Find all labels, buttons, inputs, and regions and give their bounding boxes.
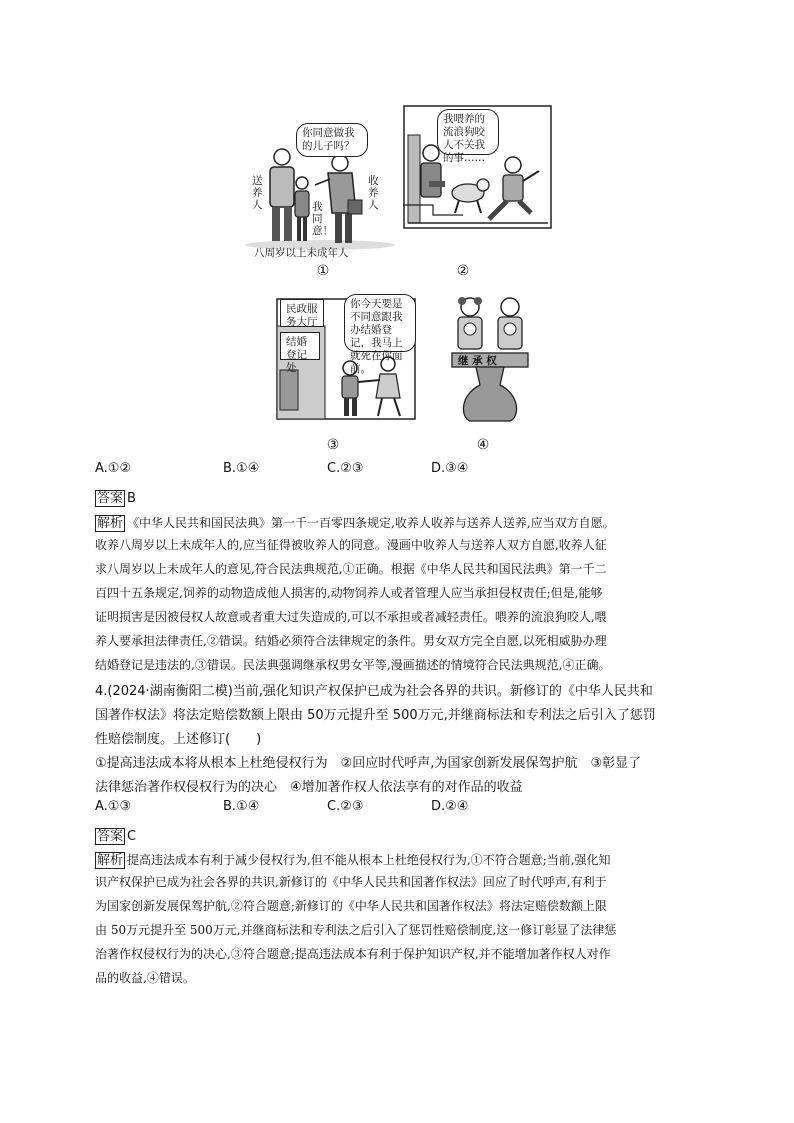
q3-analysis-line: 百四十五条规定,饲养的动物造成他人损害的,动物饲养人或者管理人应当承担侵权责任;但是,能够 [95, 586, 603, 600]
q3-analysis-line: 收养八周岁以上未成年人的,应当征得被收养人的同意。漫画中收养人与送养人双方自愿,收养人征 [95, 538, 607, 552]
analysis-text: 提高违法成本有利于减少侵权行为,但不能从根本上杜绝侵权行为,①不符合题意;当前,强化知 [127, 853, 611, 867]
q3-option-a: A.①② [95, 461, 132, 476]
q4-statement-line: 法律惩治著作权侵权行为的决心 ④增加著作权人依法享有的对作品的收益 [95, 780, 523, 795]
sender-label: 送养人 [252, 175, 263, 211]
figure-number-2: ② [456, 263, 470, 279]
q3-answer [95, 487, 136, 506]
q4-stem-line: 4.(2024·湖南衡阳二模)当前,强化知识产权保护已成为社会各界的共识。新修订的《中华人民共和 [95, 684, 653, 699]
analysis-tag: 解析 [97, 516, 124, 531]
q4-analysis-line [95, 849, 611, 868]
answer-value: B [127, 491, 136, 506]
analysis-text: 《中华人民共和国民法典》第一千一百零四条规定,收养人收养与送养人送养,应当双方自愿。 [127, 516, 615, 530]
q4-analysis-line: 由 50万元提升至 500万元,并继商标法和专利法之后引入了惩罚性赔偿制度,这一修订彰显了法律惩 [95, 923, 617, 937]
q3-option-d: D.③④ [431, 461, 469, 476]
adopter-label: 收养人 [368, 175, 379, 211]
building-sign: 民政服务大厅 [280, 299, 324, 327]
answer-value: C [127, 829, 137, 844]
answer-tag: 答案 [97, 491, 124, 506]
cartoon-panel-2 [403, 105, 553, 230]
figure-number-3: ③ [326, 437, 340, 453]
speech-bubble: 你同意做我的儿子吗？ [296, 123, 368, 157]
cartoon-panel-3 [276, 298, 416, 420]
child-speech: 我同意！ [312, 201, 333, 237]
q4-stem-line: 性赔偿制度。上述修订( ) [95, 732, 262, 747]
q4-option-a: A.①③ [95, 799, 132, 814]
q4-analysis-line: 治著作权侵权行为的决心,③符合题意;提高违法成本有利于保护知识产权,并不能增加著作权人对作 [95, 947, 611, 961]
q4-options [95, 799, 468, 814]
q3-option-c: C.②③ [327, 461, 364, 476]
q3-options [95, 461, 468, 476]
figure-number-1: ① [316, 263, 330, 279]
registry-sign: 结婚登记处 [280, 332, 320, 360]
q3-analysis-line: 养人要承担法律责任,②错误。结婚必须符合法律规定的条件。男女双方完全自愿,以死相威胁办理 [95, 634, 607, 648]
q4-statement-line: ①提高违法成本将从根本上杜绝侵权行为 ②回应时代呼声,为国家创新发展保驾护航 ③彰显了 [95, 756, 642, 771]
cartoon-panel-1 [240, 105, 400, 265]
q4-analysis-line: 为国家创新发展保驾护航,②符合题意;新修订的《中华人民共和国著作权法》将法定赔偿数额上限 [95, 899, 607, 913]
q3-analysis-line: 证明损害是因被侵权人故意或者重大过失造成的,可以不承担或者减轻责任。喂养的流浪狗咬人,喂 [95, 610, 607, 624]
q3-option-b: B.①④ [223, 461, 260, 476]
answer-tag: 答案 [97, 829, 124, 844]
speech-bubble: 你今天要是不同意跟我办结婚登记，我马上就死在你面前。 [344, 294, 416, 352]
q3-analysis-line: 求八周岁以上未成年人的意见,符合民法典规范,①正确。根据《中华人民共和国民法典》第一千二 [95, 562, 607, 576]
q3-analysis-line [95, 512, 615, 531]
q4-answer [95, 825, 136, 844]
speech-bubble: 我喂养的流浪狗咬人不关我的事…… [437, 109, 499, 155]
q4-analysis-line: 品的收益,④错误。 [95, 971, 195, 985]
cartoon-panel-4 [450, 295, 530, 425]
q4-stem-line: 国著作权法》将法定赔偿数额上限由 50万元提升至 500万元,并继商标法和专利法之后引入了惩罚 [95, 708, 656, 723]
inheritance-label: 继 承 权 [458, 355, 497, 367]
q4-option-c: C.②③ [327, 799, 364, 814]
q4-option-d: D.②④ [431, 799, 469, 814]
q4-option-b: B.①④ [223, 799, 260, 814]
analysis-tag: 解析 [97, 853, 124, 868]
figure-number-4: ④ [476, 437, 490, 453]
q3-analysis-line: 结婚登记是违法的,③错误。民法典强调继承权男女平等,漫画描述的情境符合民法典规范,④正确。 [95, 658, 611, 672]
figure-caption: 八周岁以上未成年人 [254, 247, 349, 259]
q4-analysis-line: 识产权保护已成为社会各界的共识,新修订的《中华人民共和国著作权法》回应了时代呼声,有利于 [95, 875, 607, 889]
